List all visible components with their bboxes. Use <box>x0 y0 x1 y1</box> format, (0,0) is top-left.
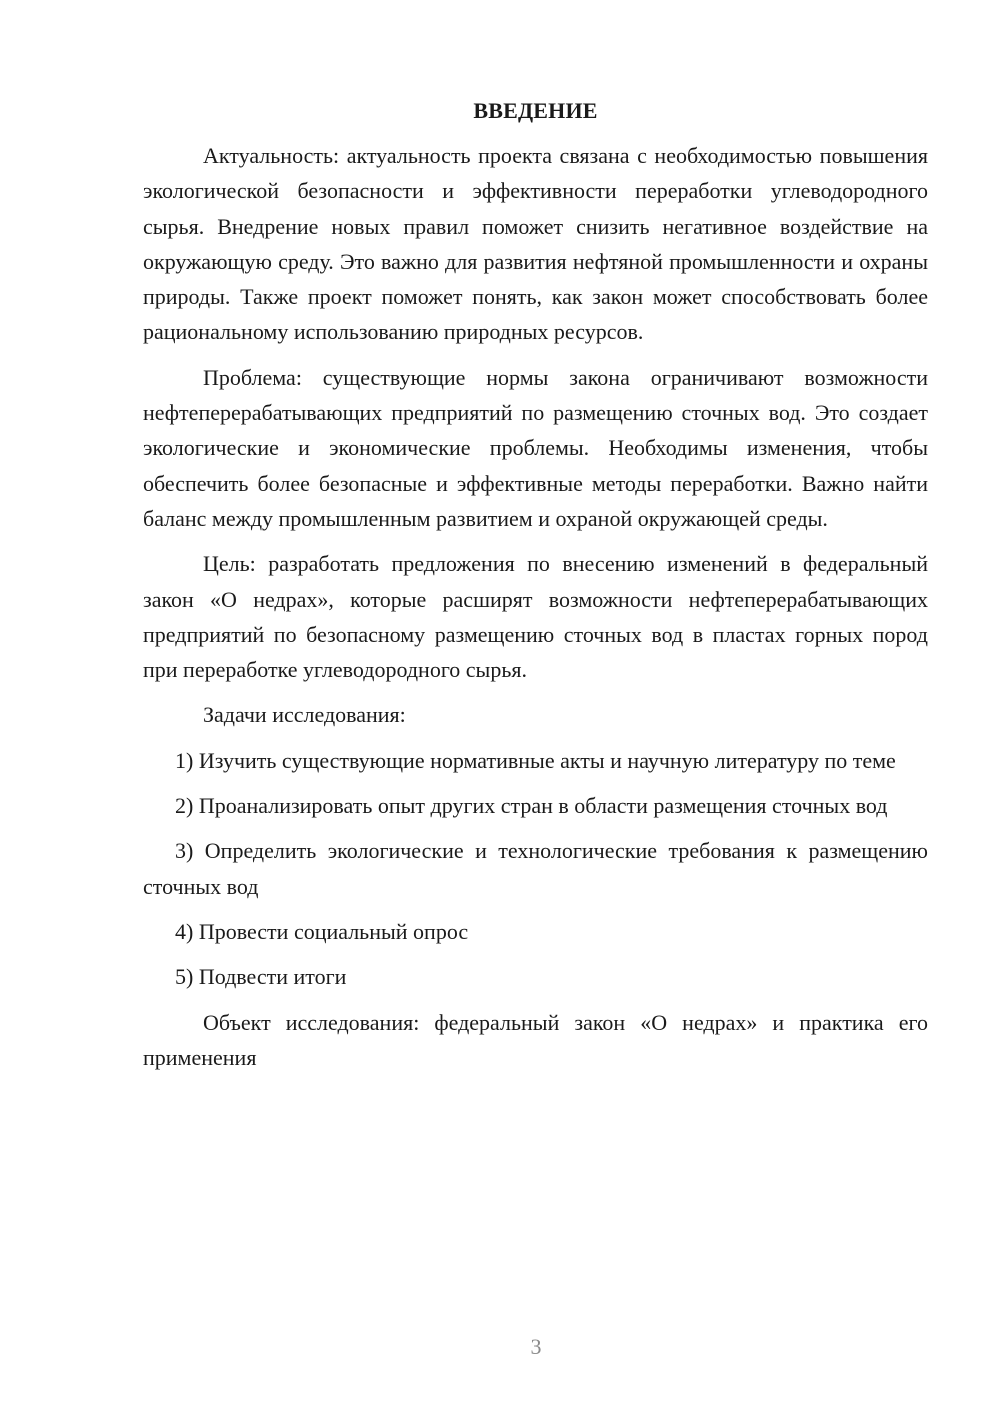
paragraph-problem: Проблема: существующие нормы закона ограничивают возможности нефтеперерабатывающих предприятий по размещению сточных вод. Это создает экологические и экономические проблемы. Необходимы изменения, чтобы обеспечить более безопасные и эффективные методы переработки. Важно найти баланс между промышленным развитием и охраной окружающей среды. <box>143 364 928 531</box>
page-content <box>143 93 928 1085</box>
paragraph-object: Объект исследования: федеральный закон «О недрах» и практика его применения <box>143 1009 928 1070</box>
page-number: 3 <box>530 1334 542 1359</box>
paragraph-tasks-heading: Задачи исследования: <box>203 702 406 728</box>
task-item: 5) Подвести итоги <box>175 964 347 990</box>
paragraph-goal: Цель: разработать предложения по внесению изменений в федеральный закон «О недрах», которые расширят возможности нефтеперерабатывающих предприятий по безопасному размещению сточных вод в пластах горных пород при переработке углеводородного сырья. <box>143 551 928 683</box>
task-item: 3) Определить экологические и технологические требования к размещению сточных вод <box>143 838 928 899</box>
task-item: 4) Провести социальный опрос <box>175 918 469 944</box>
task-item: 2) Проанализировать опыт других стран в области размещения сточных вод <box>175 793 888 819</box>
task-item: 1) Изучить существующие нормативные акты и научную литературу по теме <box>175 747 896 773</box>
section-title: ВВЕДЕНИЕ <box>473 98 598 123</box>
paragraph-relevance: Актуальность: актуальность проекта связана с необходимостью повышения экологической безопасности и эффективности переработки углеводородного сырья. Внедрение новых правил поможет снизить негативное воздействие на окружающую среду. Это важно для развития нефтяной промышленности и охраны природы. Также проект поможет понять, как закон может способствовать более рациональному использованию природных ресурсов. <box>143 143 928 345</box>
